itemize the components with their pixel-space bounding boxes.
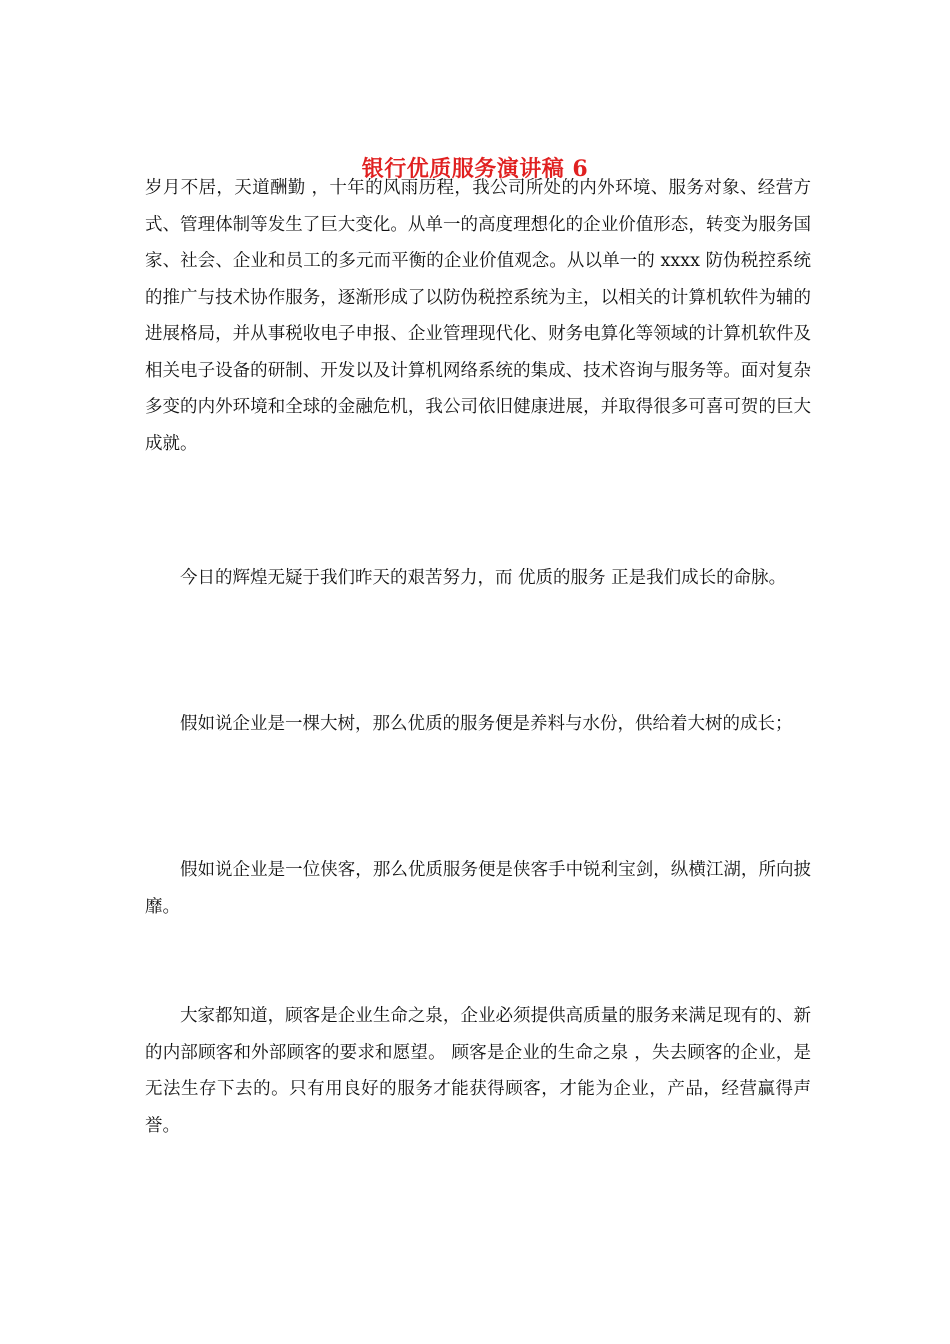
paragraph-tree: 假如说企业是一棵大树，那么优质的服务便是养料与水份，供给着大树的成长；	[180, 714, 793, 734]
paragraph-swordsman: 假如说企业是一位侠客，那么优质服务便是侠客手中锐利宝剑，纵横江湖，所向披靡。	[145, 860, 811, 917]
paragraph-intro: 岁月不居，天道酬勤 ，十年的风雨历程，我公司所处的内外环境、服务对象、经营方式、管理体制等发生了巨大变化。从单一的高度理想化的企业价值形态，转变为服务国家、社会、企业和员工的多元而平衡的企业价值观念。从以单一的 xxxx 防伪税控系统的推广与技术协作服务，逐渐形成了以防伪税控系统为主，以相关的计算机软件为辅的进展格局，并从事税收电子申报、企业管理现代化、财务电算化等领域的计算机软件及相关电子设备的研制、开发以及计算机网络系统的集成、技术咨询与服务等。面对复杂多变的内外环境和全球的金融危机，我公司依旧健康进展，并取得很多可喜可贺的巨大成就。	[145, 178, 811, 454]
paragraph-lifeline: 今日的辉煌无疑于我们昨天的艰苦努力，而 优质的服务 正是我们成长的命脉。	[180, 568, 787, 588]
paragraph-customers: 大家都知道，顾客是企业生命之泉，企业必须提供高质量的服务来满足现有的、新的内部顾客和外部顾客的要求和愿望。 顾客是企业的生命之泉 ，失去顾客的企业，是无法生存下去的。只有用良好的服务才能获得顾客，才能为企业，产品，经营赢得声誉。	[145, 1006, 811, 1136]
document-title: 银行优质服务演讲稿 6	[361, 156, 589, 182]
